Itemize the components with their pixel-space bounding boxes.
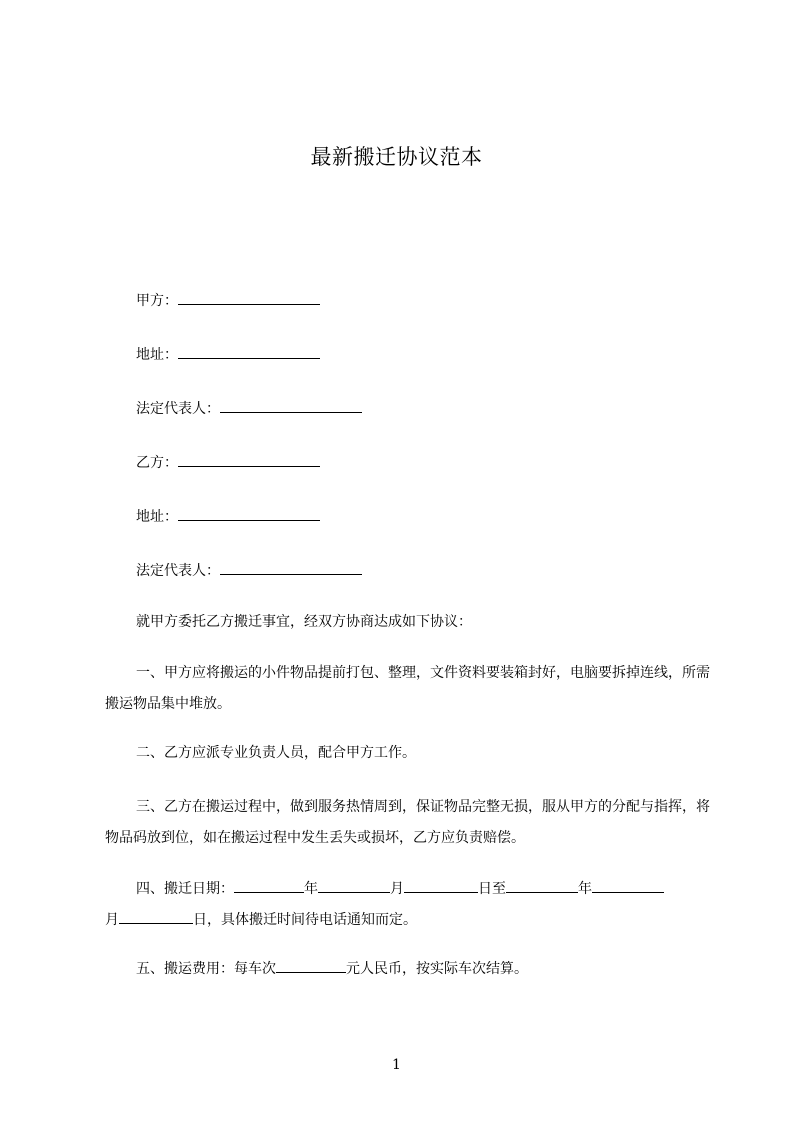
- clause-4-month-1: 月: [390, 881, 404, 897]
- clause-4-year-2: 年: [578, 881, 592, 897]
- clause-4-day-to: 日至: [478, 881, 506, 897]
- party-a-address-blank: [178, 344, 320, 359]
- party-a-name-line: [136, 290, 320, 311]
- start-year-blank: [234, 878, 304, 893]
- end-year-blank: [506, 878, 578, 893]
- clause-4-month-2: 月: [105, 912, 119, 928]
- party-a-name-blank: [178, 290, 320, 305]
- party-b-address-label: 地址：: [136, 509, 178, 525]
- party-a-name-label: 甲方：: [136, 293, 178, 309]
- party-b-name-line: [136, 452, 320, 473]
- fee-per-trip-blank: [276, 958, 346, 973]
- party-a-legal-rep-blank: [220, 398, 362, 413]
- clause-4-year-1: 年: [304, 881, 318, 897]
- party-b-legal-rep-blank: [220, 560, 362, 575]
- clause-4: [105, 874, 710, 936]
- party-b-name-label: 乙方：: [136, 455, 178, 471]
- agreement-intro: 就甲方委托乙方搬迁事宜，经双方协商达成如下协议：: [136, 614, 472, 630]
- party-a-legal-rep-line: [136, 398, 362, 419]
- party-a-address-line: [136, 344, 320, 365]
- clause-2-text: 二、乙方应派专业负责人员，配合甲方工作。: [136, 745, 416, 761]
- party-b-address-blank: [178, 506, 320, 521]
- start-month-blank: [318, 878, 390, 893]
- clause-1-text: 一、甲方应将搬运的小件物品提前打包、整理，文件资料要装箱封好，电脑要拆掉连线，所需搬运物品集中堆放。: [105, 665, 710, 712]
- clause-1: [105, 658, 710, 720]
- page-number: 1: [392, 1057, 401, 1073]
- clause-5-prefix: 五、搬运费用：每车次: [136, 961, 276, 977]
- clause-4-suffix: 日，具体搬迁时间待电话通知而定。: [193, 912, 417, 928]
- end-day-blank: [119, 909, 193, 924]
- clause-5-suffix: 元人民币，按实际车次结算。: [346, 961, 528, 977]
- clause-3: [105, 792, 710, 854]
- clause-5: [105, 954, 710, 985]
- party-a-address-label: 地址：: [136, 347, 178, 363]
- clause-3-text: 三、乙方在搬运过程中，做到服务热情周到，保证物品完整无损，服从甲方的分配与指挥，将物品码放到位，如在搬运过程中发生丢失或损坏，乙方应负责赔偿。: [105, 799, 710, 846]
- party-b-address-line: [136, 506, 320, 527]
- party-a-legal-rep-label: 法定代表人：: [136, 401, 220, 417]
- clause-4-prefix: 四、搬迁日期：: [136, 881, 234, 897]
- party-b-legal-rep-label: 法定代表人：: [136, 563, 220, 579]
- clause-2: [105, 738, 710, 769]
- party-b-name-blank: [178, 452, 320, 467]
- party-b-legal-rep-line: [136, 560, 362, 581]
- start-day-blank: [404, 878, 478, 893]
- page-title: 最新搬迁协议范本: [310, 145, 483, 169]
- end-month-blank-part1: [592, 878, 664, 893]
